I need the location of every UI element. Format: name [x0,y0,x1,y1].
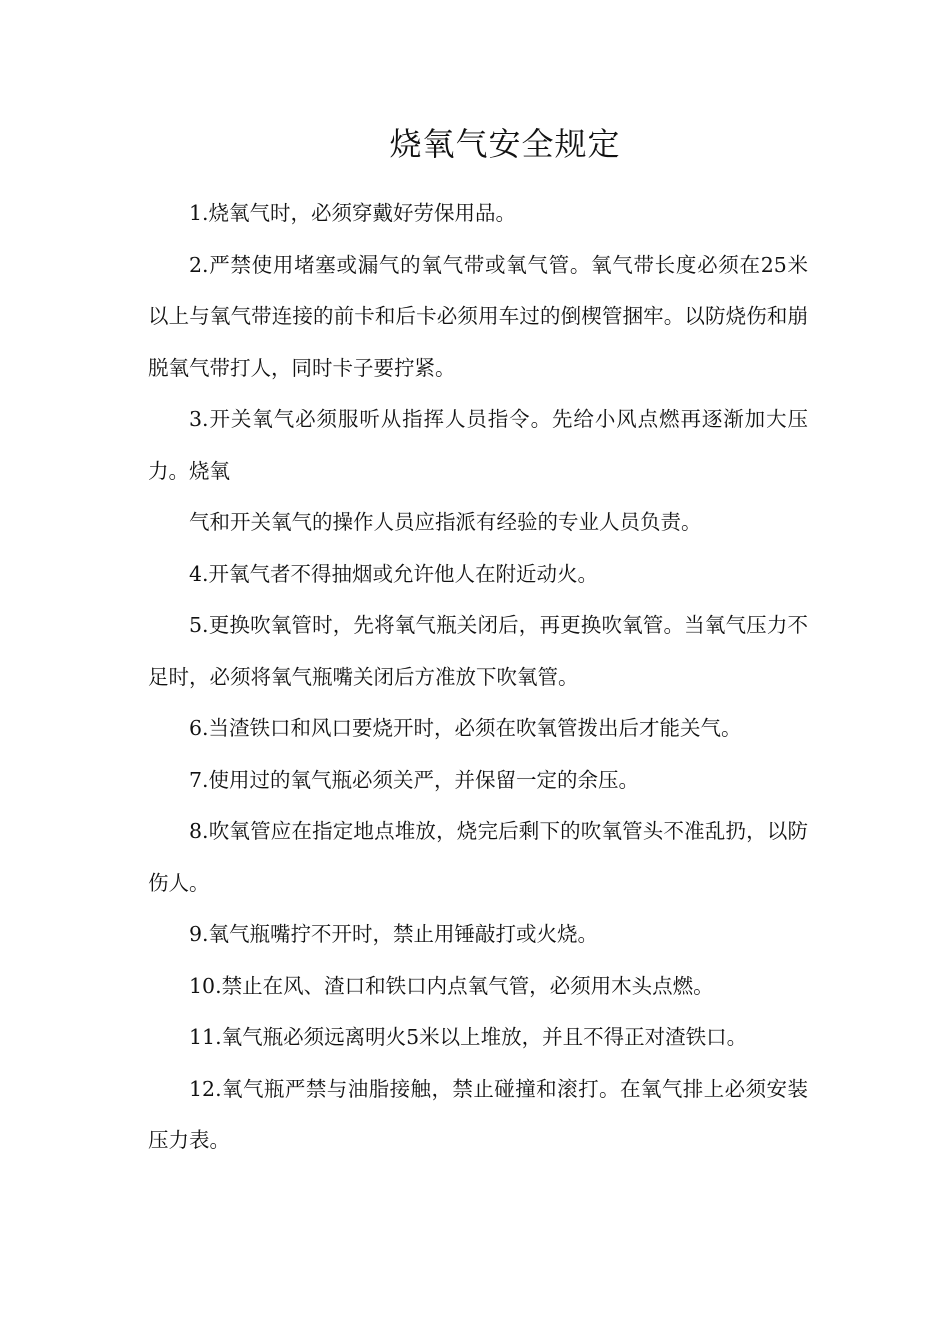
rule-paragraph-2: 2.严禁使用堵塞或漏气的氧气带或氧气管。氧气带长度必须在25米以上与氧气带连接的前卡和后卡必须用车过的倒楔管捆牢。以防烧伤和崩脱氧气带打人，同时卡子要拧紧。 [148,252,808,380]
rule-paragraph-6: 6.当渣铁口和风口要烧开时，必须在吹氧管拨出后才能关气。 [189,716,742,740]
rule-paragraph-4: 4.开氧气者不得抽烟或允许他人在附近动火。 [189,561,599,586]
rule-paragraph-7: 7.使用过的氧气瓶必须关严，并保留一定的余压。 [189,767,640,792]
rule-paragraph-12: 12.氧气瓶严禁与油脂接触，禁止碰撞和滚打。在氧气排上必须安装压力表。 [148,1076,808,1152]
rule-paragraph-10: 10.禁止在风、渣口和铁口内点氧气管，必须用木头点燃。 [189,973,714,998]
rule-paragraph-3-continued: 气和开关氧气的操作人员应指派有经验的专业人员负责。 [189,510,702,534]
rule-paragraph-11: 11.氧气瓶必须远离明火5米以上堆放，并且不得正对渣铁口。 [189,1025,748,1049]
rule-paragraph-9: 9.氧气瓶嘴拧不开时，禁止用锤敲打或火烧。 [189,922,599,946]
rule-paragraph-5: 5.更换吹氧管时，先将氧气瓶关闭后，再更换吹氧管。当氧气压力不足时，必须将氧气瓶嘴关闭后方准放下吹氧管。 [148,613,808,689]
rule-paragraph-3: 3.开关氧气必须服听从指挥人员指令。先给小风点燃再逐渐加大压力。烧氧 [148,407,808,483]
rule-paragraph-8: 8.吹氧管应在指定地点堆放，烧完后剩下的吹氧管头不准乱扔，以防伤人。 [148,819,808,895]
rule-paragraph-1: 1.烧氧气时，必须穿戴好劳保用品。 [189,201,517,225]
document-title: 烧氧气安全规定 [389,125,621,163]
document-body [148,188,808,1167]
